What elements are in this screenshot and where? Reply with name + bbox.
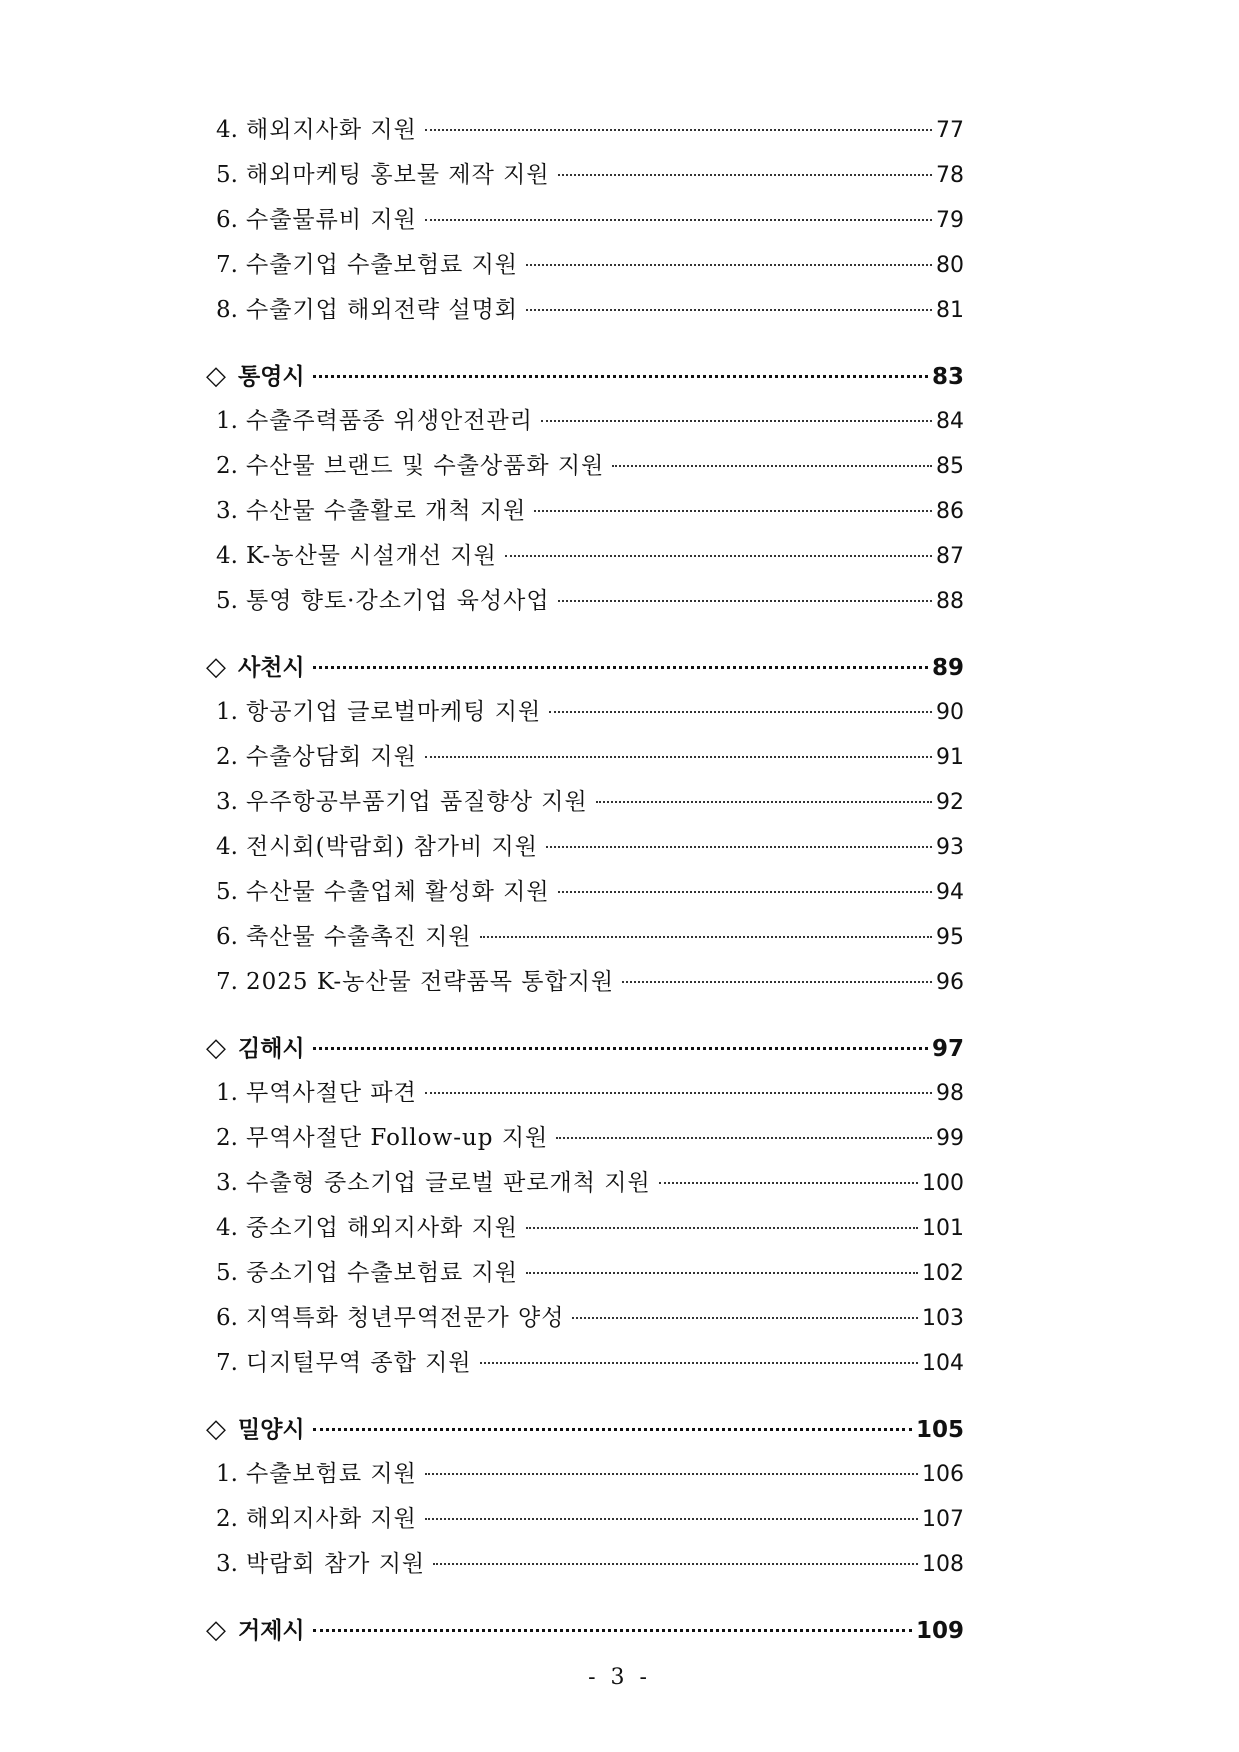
toc-entry-title: 우주항공부품기업 품질향상 지원 (246, 789, 588, 815)
toc-entry (216, 1116, 964, 1161)
toc-entry (216, 198, 964, 243)
toc-entry-number: 5. (216, 588, 238, 614)
toc-entry-number: 6. (216, 1305, 238, 1331)
dot-leader (558, 174, 932, 176)
dot-leader (558, 600, 932, 602)
toc-page-number: 99 (936, 1126, 964, 1151)
toc-entry-number: 1. (216, 699, 238, 725)
toc-entry (216, 1296, 964, 1341)
toc-entry-title: 중소기업 수출보험료 지원 (246, 1260, 519, 1286)
section-gap (216, 624, 964, 645)
dot-leader (425, 1518, 918, 1520)
toc-page-number: 95 (936, 925, 964, 950)
toc-entry (216, 1452, 964, 1497)
toc-entry (216, 1341, 964, 1386)
section-gap (216, 1587, 964, 1608)
toc-page-number: 87 (936, 544, 964, 569)
section-gap (216, 1386, 964, 1407)
toc-entry (216, 534, 964, 579)
toc-page-number: 96 (936, 970, 964, 995)
dot-leader (596, 801, 932, 803)
toc-entry-number: 4. (216, 1215, 238, 1241)
toc-entry-title: K-농산물 시설개선 지원 (246, 543, 497, 569)
toc-entry-title: 해외마케팅 홍보물 제작 지원 (246, 162, 550, 188)
section-title: 김해시 (238, 1036, 305, 1062)
toc-entry-title: 수산물 브랜드 및 수출상품화 지원 (246, 453, 605, 479)
dot-leader (572, 1317, 918, 1319)
toc-entry-title: 수출기업 해외전략 설명회 (246, 297, 519, 323)
dot-leader (425, 1092, 932, 1094)
toc-entry (216, 579, 964, 624)
toc-entry (216, 153, 964, 198)
toc-entry-number: 3. (216, 789, 238, 815)
toc-entry (216, 444, 964, 489)
toc-page-number: 81 (936, 298, 964, 323)
toc-entry-title: 항공기업 글로벌마케팅 지원 (246, 699, 542, 725)
section-title: 거제시 (238, 1618, 305, 1644)
toc-entry (216, 915, 964, 960)
dot-leader (556, 1137, 932, 1139)
toc-entry-number: 7. (216, 252, 238, 278)
toc-entry (216, 825, 964, 870)
dot-leader (313, 375, 928, 378)
toc-entry-number: 2. (216, 1506, 238, 1532)
toc-entry (216, 690, 964, 735)
toc-page-number: 101 (922, 1216, 964, 1241)
dot-leader (313, 666, 928, 669)
toc-page-number: 105 (915, 1417, 964, 1443)
toc-entry (216, 1497, 964, 1542)
dot-leader (425, 129, 932, 131)
toc-entry-number: 6. (216, 207, 238, 233)
dot-leader (622, 981, 932, 983)
section-gap (216, 333, 964, 354)
dot-leader (526, 1227, 918, 1229)
toc-entry-number: 2. (216, 744, 238, 770)
dot-leader (425, 1473, 918, 1475)
toc-entry-title: 수출주력품종 위생안전관리 (246, 408, 533, 434)
diamond-icon: ◇ (206, 361, 226, 391)
section-title: 통영시 (238, 364, 305, 390)
dot-leader (425, 756, 932, 758)
toc-entry (216, 1542, 964, 1587)
toc-entry (216, 1206, 964, 1251)
toc-entry-title: 디지털무역 종합 지원 (246, 1350, 472, 1376)
toc-page-number: 102 (922, 1261, 964, 1286)
toc-page-number: 88 (936, 589, 964, 614)
toc-entry (216, 108, 964, 153)
toc-entry-number: 3. (216, 1551, 238, 1577)
table-of-contents (206, 108, 964, 1653)
toc-page-number: 80 (936, 253, 964, 278)
toc-page-number: 85 (936, 454, 964, 479)
toc-entry-number: 5. (216, 879, 238, 905)
toc-entry-title: 해외지사화 지원 (246, 117, 417, 143)
toc-entry-title: 축산물 수출촉진 지원 (246, 924, 472, 950)
toc-entry-title: 수출물류비 지원 (246, 207, 417, 233)
toc-page-number: 79 (936, 208, 964, 233)
dot-leader (313, 1428, 912, 1431)
toc-entry (216, 1161, 964, 1206)
toc-entry-title: 수출기업 수출보험료 지원 (246, 252, 519, 278)
toc-page-number: 91 (936, 745, 964, 770)
toc-entry-number: 5. (216, 1260, 238, 1286)
toc-entry (216, 960, 964, 1005)
dot-leader (526, 264, 932, 266)
section-title: 사천시 (238, 655, 305, 681)
toc-entry (216, 780, 964, 825)
toc-section-heading (206, 354, 964, 399)
toc-entry-title: 해외지사화 지원 (246, 1506, 417, 1532)
toc-entry-title: 수산물 수출업체 활성화 지원 (246, 879, 550, 905)
dot-leader (526, 309, 932, 311)
toc-page-number: 109 (915, 1618, 964, 1644)
toc-entry (216, 1251, 964, 1296)
toc-entry-title: 수출보험료 지원 (246, 1461, 417, 1487)
toc-page-number: 78 (936, 163, 964, 188)
toc-entry-number: 1. (216, 1461, 238, 1487)
toc-entry-number: 7. (216, 1350, 238, 1376)
toc-entry-title: 중소기업 해외지사화 지원 (246, 1215, 519, 1241)
toc-entry (216, 870, 964, 915)
toc-page-number: 89 (931, 655, 964, 681)
dot-leader (549, 711, 932, 713)
toc-entry-number: 1. (216, 1080, 238, 1106)
dot-leader (534, 510, 932, 512)
toc-entry-number: 8. (216, 297, 238, 323)
dot-leader (313, 1047, 928, 1050)
toc-entry (216, 735, 964, 780)
toc-page-number: 106 (922, 1462, 964, 1487)
section-title: 밀양시 (238, 1417, 305, 1443)
dot-leader (313, 1629, 912, 1632)
toc-entry-number: 3. (216, 1170, 238, 1196)
toc-page-number: 107 (922, 1507, 964, 1532)
toc-entry-number: 2. (216, 453, 238, 479)
toc-entry (216, 399, 964, 444)
toc-entry-title: 지역특화 청년무역전문가 양성 (246, 1305, 565, 1331)
section-gap (216, 1005, 964, 1026)
toc-entry-number: 4. (216, 117, 238, 143)
toc-entry-number: 5. (216, 162, 238, 188)
dot-leader (558, 891, 932, 893)
toc-page-number: 98 (936, 1081, 964, 1106)
diamond-icon: ◇ (206, 652, 226, 682)
toc-page-number: 108 (922, 1552, 964, 1577)
toc-entry-title: 무역사절단 Follow-up 지원 (246, 1125, 549, 1151)
dot-leader (433, 1563, 918, 1565)
toc-entry-number: 7. (216, 969, 238, 995)
toc-entry (216, 243, 964, 288)
toc-entry-number: 4. (216, 834, 238, 860)
toc-entry (216, 489, 964, 534)
diamond-icon: ◇ (206, 1615, 226, 1645)
toc-entry-number: 4. (216, 543, 238, 569)
dot-leader (612, 465, 932, 467)
toc-page-number: 104 (922, 1351, 964, 1376)
dot-leader (541, 420, 932, 422)
toc-section-heading (206, 1407, 964, 1452)
toc-entry-number: 6. (216, 924, 238, 950)
toc-section-heading (206, 645, 964, 690)
toc-page-number: 86 (936, 499, 964, 524)
toc-page-number: 93 (936, 835, 964, 860)
toc-page-number: 100 (922, 1171, 964, 1196)
toc-entry-title: 전시회(박람회) 참가비 지원 (246, 834, 538, 860)
toc-page-number: 84 (936, 409, 964, 434)
toc-entry-title: 수출형 중소기업 글로벌 판로개척 지원 (246, 1170, 651, 1196)
dot-leader (425, 219, 932, 221)
toc-entry-number: 3. (216, 498, 238, 524)
toc-page-number: 83 (931, 364, 964, 390)
dot-leader (480, 936, 932, 938)
toc-entry-title: 무역사절단 파견 (246, 1080, 417, 1106)
toc-entry-title: 수출상담회 지원 (246, 744, 417, 770)
toc-section-heading (206, 1608, 964, 1653)
toc-entry (216, 288, 964, 333)
toc-page-number: 77 (936, 118, 964, 143)
diamond-icon: ◇ (206, 1414, 226, 1444)
toc-entry-title: 박람회 참가 지원 (246, 1551, 426, 1577)
toc-page-number: 103 (922, 1306, 964, 1331)
dot-leader (505, 555, 932, 557)
dot-leader (546, 846, 932, 848)
toc-entry-title: 통영 향토·강소기업 육성사업 (246, 588, 550, 614)
toc-section-heading (206, 1026, 964, 1071)
toc-entry-title: 2025 K-농산물 전략품목 통합지원 (246, 969, 615, 995)
toc-page-number: 90 (936, 700, 964, 725)
dot-leader (526, 1272, 918, 1274)
toc-page-number: 94 (936, 880, 964, 905)
toc-entry-number: 2. (216, 1125, 238, 1151)
toc-entry (216, 1071, 964, 1116)
dot-leader (659, 1182, 918, 1184)
page-number-footer: - 3 - (588, 1665, 651, 1690)
toc-entry-title: 수산물 수출활로 개척 지원 (246, 498, 527, 524)
toc-entry-number: 1. (216, 408, 238, 434)
diamond-icon: ◇ (206, 1033, 226, 1063)
dot-leader (480, 1362, 918, 1364)
toc-page-number: 92 (936, 790, 964, 815)
toc-page-number: 97 (931, 1036, 964, 1062)
